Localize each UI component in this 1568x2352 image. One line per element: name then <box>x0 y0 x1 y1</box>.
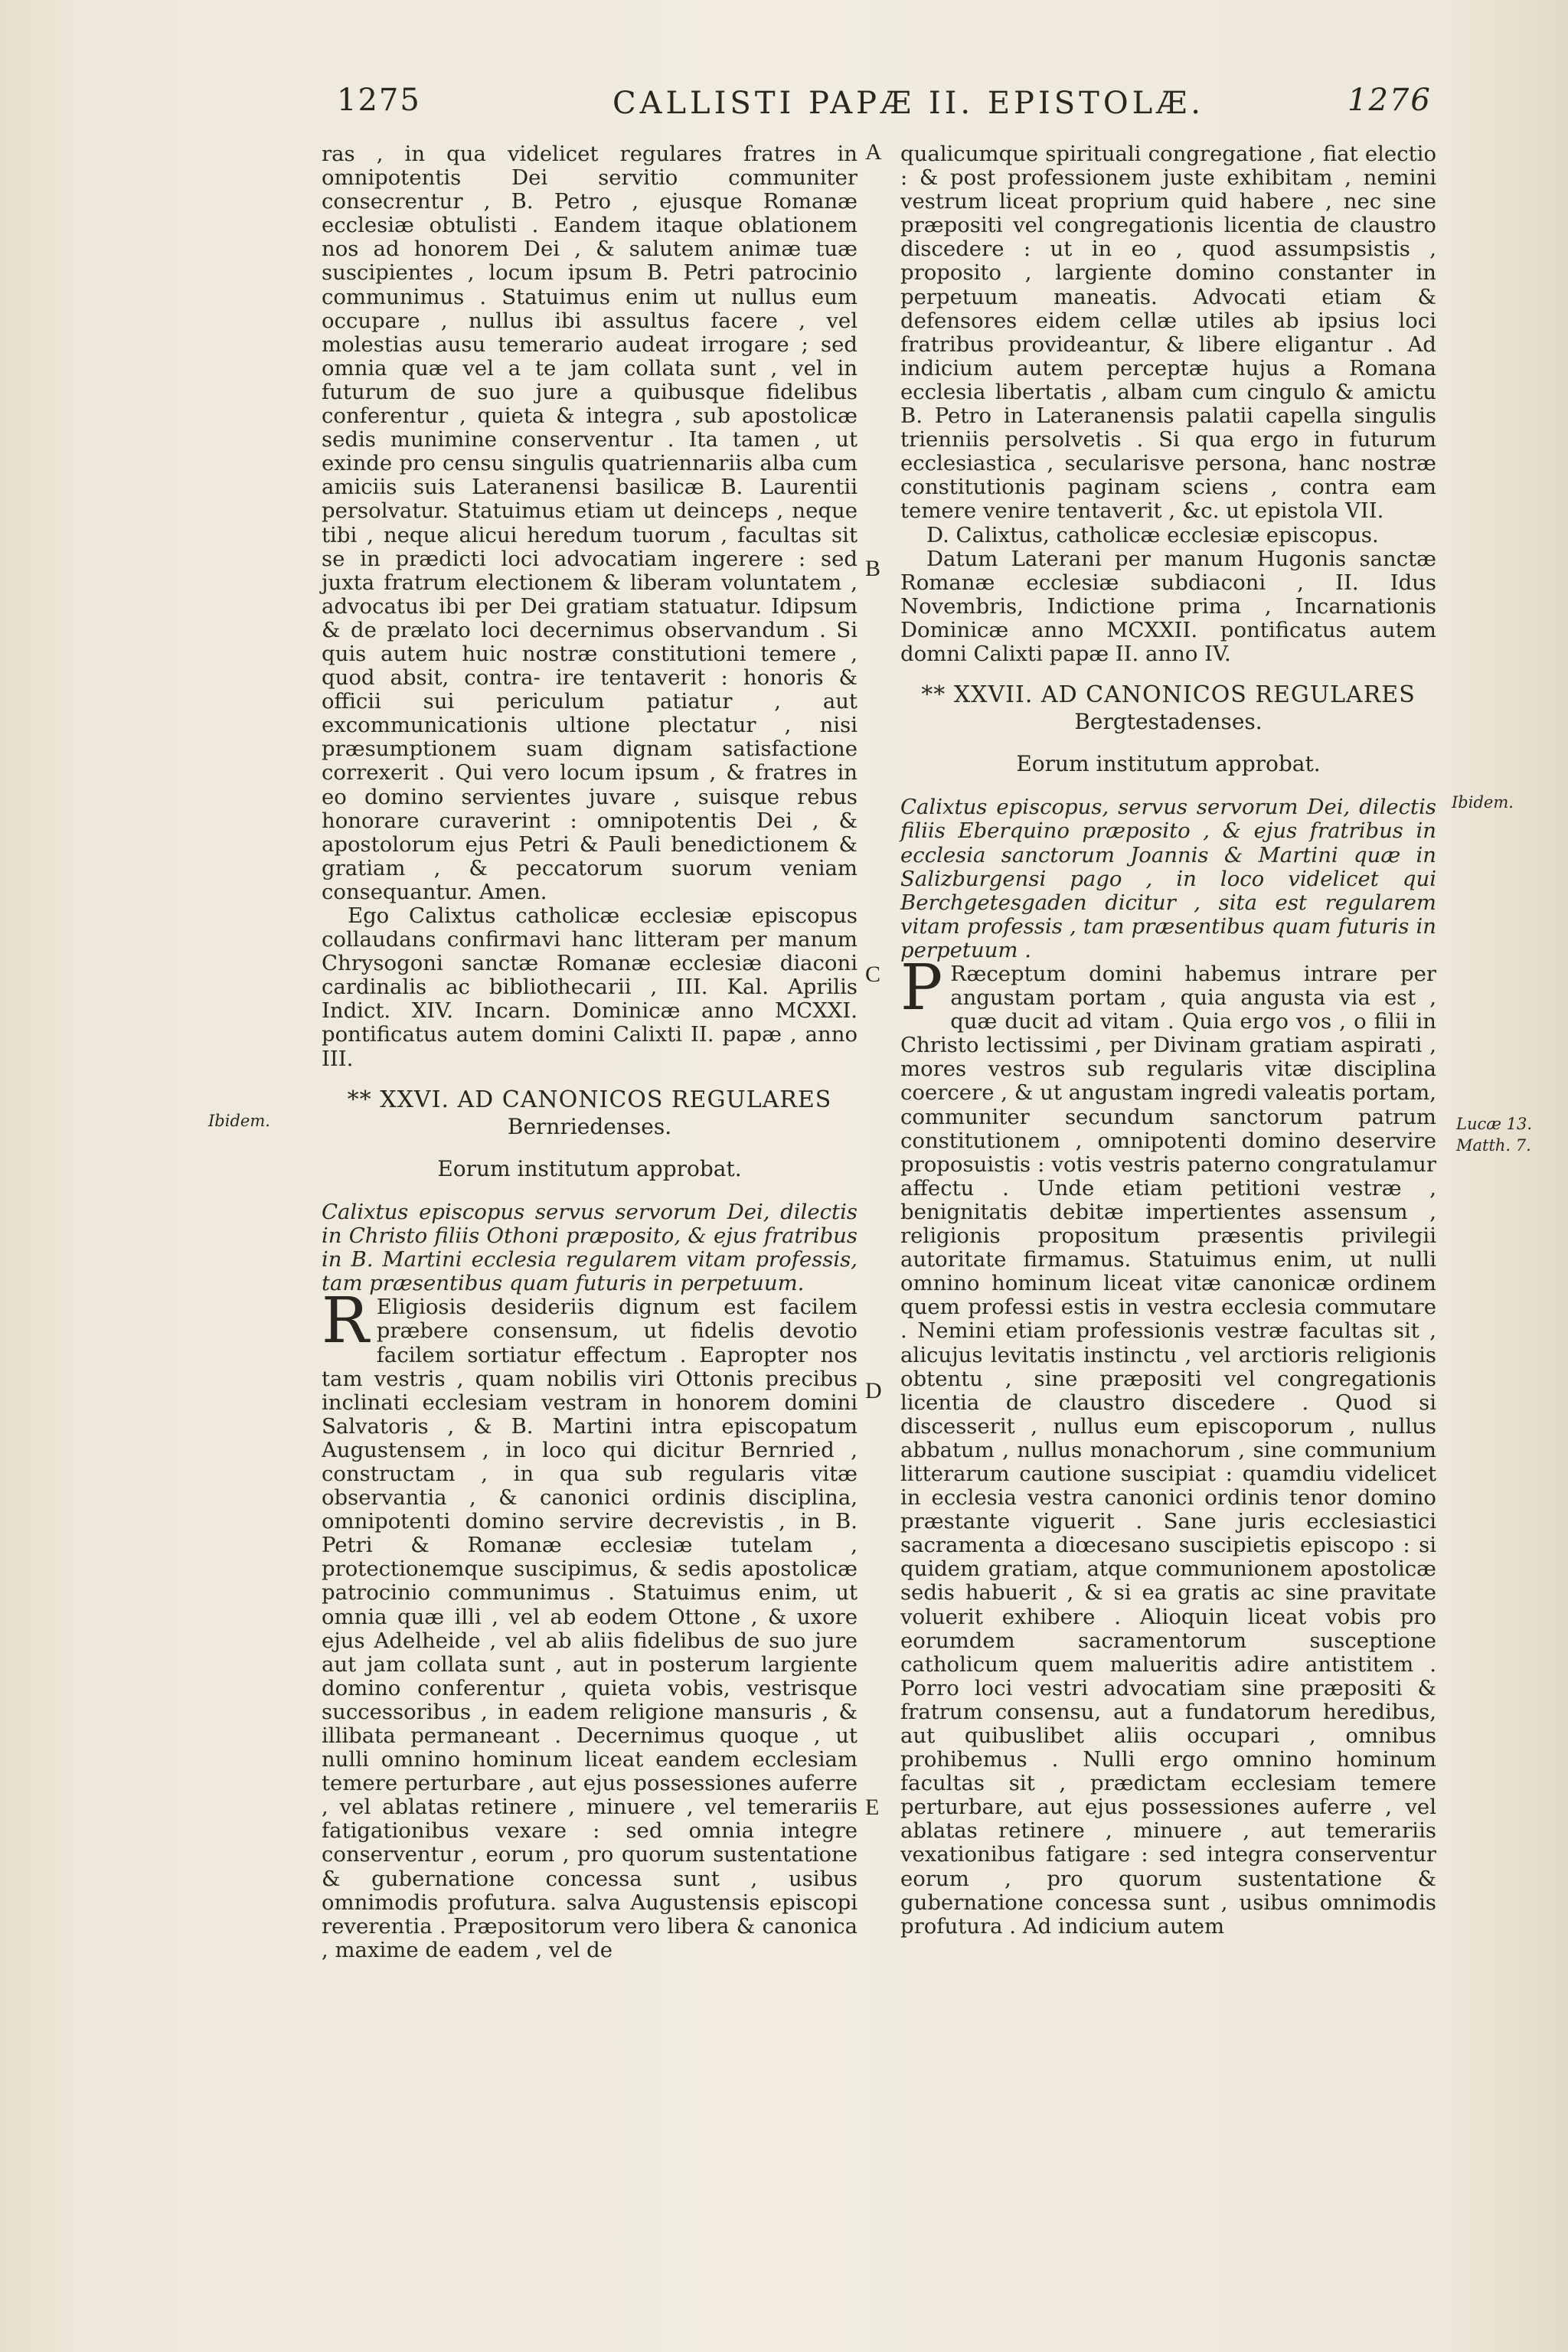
left-subscription: Ego Calixtus catholicæ ecclesiæ episcopus collaudans confirmavi hanc litteram per manum Chrysogoni sanctæ Romanæ ecclesiæ diaconi cardinalis ac bibliothecarii , III. Kal. Aprilis Indict. XIV. Incarn. Dominicæ anno MCXXI. pontificatus autem domini Calixti II. papæ , anno III. <box>322 903 858 1071</box>
right-column <box>900 142 1436 1939</box>
section-xxvi-title: ** XXVI. AD CANONICOS REGULARES <box>347 1086 832 1113</box>
section-xxvi-subtitle: Bernriedenses. <box>507 1113 672 1139</box>
marker-b: B <box>865 556 881 581</box>
section-xxvii-body <box>900 952 1436 1939</box>
right-signature: D. Calixtus, catholicæ ecclesiæ episcopus. <box>926 522 1379 547</box>
section-xxvii-title: ** XXVII. AD CANONICOS REGULARES <box>921 681 1416 709</box>
page-number-left: 1275 <box>337 83 421 118</box>
section-xxvii-body-text: Ræceptum domini habemus intrare per angustam portam , quia angusta via est , quæ ducit ad vitam . Quia ergo vos , o filii in Christo lectissimi , per Divinam gratiam aspirati , mores vestros sub regularis vitæ disciplina coercere , & ut angustam ingredi valeatis portam, communiter secundum sanctorum patrum constitutionem , omnipotenti domino deservire proposuistis : votis vestris paterno congratulamur affectu . Unde etiam petitioni vestræ , benignitatis debitæ impertientes assensum , religionis propositum præsentis privilegii autoritate firmamus. Statuimus enim, ut nulli omnino hominum liceat vitæ canonicæ ordinem quem professi estis in vestra ecclesia commutare . Nemini etiam professionis vestræ facultas sit , alicujus levitatis instinctu , vel arctioris religionis obtentu , sine præpositi vel congregationis licentia de claustro discedere . Quod si discesserit , nullus eum episcoporum , nullus abbatum , nullus monachorum , sine communium litterarum cautione suscipiat : quamdiu videlicet in ecclesia vestra canonici ordinis tenor domino præstante viguerit . Sane juris ecclesiastici sacramenta a diœcesano suscipietis episcopo : si quidem gratiam, atque communionem apostolicæ sedis habuerit , & si ea gratis ac sine pravitate voluerit exhibere . Alioquin liceat vobis pro eorumdem sacramentorum susceptione catholicum quem malueritis adire antistitem . Porro loci vestri advocatiam sine præpositi & fratrum consensu, aut a fundatorum heredibus, aut quibuslibet aliis occupari , omnibus prohibemus . Nulli ergo omnino hominum facultas sit , prædictam ecclesiam temere perturbare, aut ejus possessiones auferre , vel ablatas retinere , minuere , aut temerariis vexationibus fatigare : sed integra conserventur eorum , pro quorum sustentatione & gubernatione concessa sunt , usibus omnimodis profutura . Ad indicium autem <box>900 962 1436 1939</box>
section-xxvi-body <box>322 1285 858 1962</box>
right-dated: Datum Laterani per manum Hugonis sanctæ Romanæ ecclesiæ subdiaconi , II. Idus Novembris, Indictione prima , Incarnationis Dominicæ anno MCXXII. pontificatus autem domni Calixti papæ II. anno IV. <box>900 546 1436 666</box>
margin-note-luke: Lucæ 13. <box>1456 1115 1533 1133</box>
margin-note-ibidem-left: Ibidem. <box>208 1112 270 1130</box>
section-xxvii-address: Calixtus episcopus, servus servorum Dei, dilectis filiis Eberquino præposito , & ejus fratribus in ecclesia sanctorum Joannis & Martini quæ in Salizburgensi pago , in loco videlicet qui Berchgetesgaden dicitur , sita est regularem vitam professis , tam præsentibus quam futuris in perpetuum . <box>900 795 1436 962</box>
left-intro-text: ras , in qua videlicet regulares fratres in omnipotentis Dei servitio communiter consecrentur , B. Petro , ejusque Romanæ ecclesiæ obtulisti . Eandem itaque oblationem nos ad honorem Dei , & salutem animæ tuæ suscipientes , locum ipsum B. Petri patrocinio communimus . Statuimus enim ut nullus eum occupare , nullus ibi assultus facere , vel molestias ausu temerario audeat irrogare ; sed omnia quæ vel a te jam collata sunt , vel in futurum de suo jure a quibusque fidelibus conferentur , quieta & integra , sub apostolicæ sedis munimine conserventur . Ita tamen , ut exinde pro censu singulis quatriennariis alba cum amiciis suis Lateranensi basilicæ B. Laurentii persolvatur. Statuimus etiam ut deinceps , neque tibi , neque alicui heredum tuorum , facultas sit se in prædicti loci advocatiam ingerere : sed juxta fratrum electionem & liberam voluntatem , advocatus ibi per Dei gratiam statuatur. Idipsum & de prælato loci decernimus observandum . Si quis autem huic nostræ constitutioni temere , quod absit, contra- ire tentaverit : honoris & officii sui periculum patiatur , aut excommunicationis ultione plectatur , nisi præsumptionem suam dignam satisfactione correxerit . Qui vero locum ipsum , & fratres in eo domino servientes juvare , suisque rebus honorare curaverint : omnipotentis Dei , & apostolorum ejus Petri & Pauli benedictionem & gratiam , & peccatorum suorum veniam consequantur. Amen. <box>322 142 858 904</box>
page-header <box>322 83 1470 129</box>
section-xxvi-body-text: Eligiosis desideriis dignum est facilem præbere consensum, ut fidelis devotio facilem sortiatur effectum . Eapropter nos tam vestris , quam nobilis viri Ottonis precibus inclinati ecclesiam vestram in honorem domini Salvatoris , & B. Martini intra episcopatum Augustensem , in loco qui dicitur Bernried , constructam , in qua sub regularis vitæ observantia , & canonici ordinis disciplina, omnipotenti domino servire decrevistis , in B. Petri & Romanæ ecclesiæ tutelam , protectionemque suscipimus, & sedis apostolicæ patrocinio communimus . Statuimus enim, ut omnia quæ illi , vel ab eodem Ottone , & uxore ejus Adelheide , vel ab aliis fidelibus de suo jure aut jam collata sunt , aut in posterum largiente domino conferentur , quieta vobis, vestrisque successoribus , in eadem religione mansuris , & illibata permaneant . Decernimus quoque , ut nulli omnino hominum liceat eandem ecclesiam temere perturbare , aut ejus possessiones auferre , vel ablatas retinere , minuere , vel temerariis fatigationibus vexare : sed omnia integre conserventur , eorum , pro quorum sustentatione & gubernatione concessa sunt , usibus omnimodis profutura. salva Augustensis episcopi reverentia . Præpositorum vero libera & canonica , maxime de eadem , vel de <box>322 1295 858 1962</box>
marker-c: C <box>865 962 881 987</box>
marker-d: D <box>865 1378 882 1403</box>
running-title: CALLISTI PAPÆ II. EPISTOLÆ. <box>612 86 1204 121</box>
dropcap-p: P <box>900 952 943 1024</box>
margin-note-matthew: Matth. 7. <box>1456 1136 1531 1155</box>
dropcap-r: R <box>322 1285 369 1358</box>
marker-a: A <box>865 139 882 165</box>
section-xxvi-summary: Eorum institutum approbat. <box>437 1155 742 1181</box>
section-xxvii-subtitle: Bergtestadenses. <box>1074 709 1263 735</box>
section-xxvii-summary: Eorum institutum approbat. <box>1016 751 1321 777</box>
left-column <box>322 142 858 1962</box>
section-xxvi-address: Calixtus episcopus servus servorum Dei, dilectis in Christo filiis Othoni præposito, & ejus fratribus in B. Martini ecclesia regularem vitam professis, tam præsentibus quam futuris in perpetuum. <box>322 1199 858 1296</box>
margin-note-ibidem-right: Ibidem. <box>1452 793 1514 812</box>
page-number-right: 1276 <box>1348 83 1432 118</box>
right-intro-text: qualicumque spirituali congregatione , fiat electio : & post professionem juste exhibitam , nemini vestrum liceat proprium quid habere , nec sine præpositi vel congregationis licentia de claustro discedere : ut in eo , quod assumpsistis , proposito , largiente domino constanter in perpetuum maneatis. Advocati etiam & defensores eidem cellæ utiles ab ipsius loci fratribus provideantur, & libere eligantur . Ad indicium autem perceptæ hujus a Romana ecclesia libertatis , albam cum cingulo & amictu B. Petro in Lateranensis palatii capella singulis trienniis persolvetis . Si qua ergo in futurum ecclesiastica , secularisve persona, hanc nostræ constitutionis paginam sciens , contra eam temere venire tentaverit , &c. ut epistola VII. <box>900 142 1436 524</box>
marker-e: E <box>865 1795 880 1820</box>
